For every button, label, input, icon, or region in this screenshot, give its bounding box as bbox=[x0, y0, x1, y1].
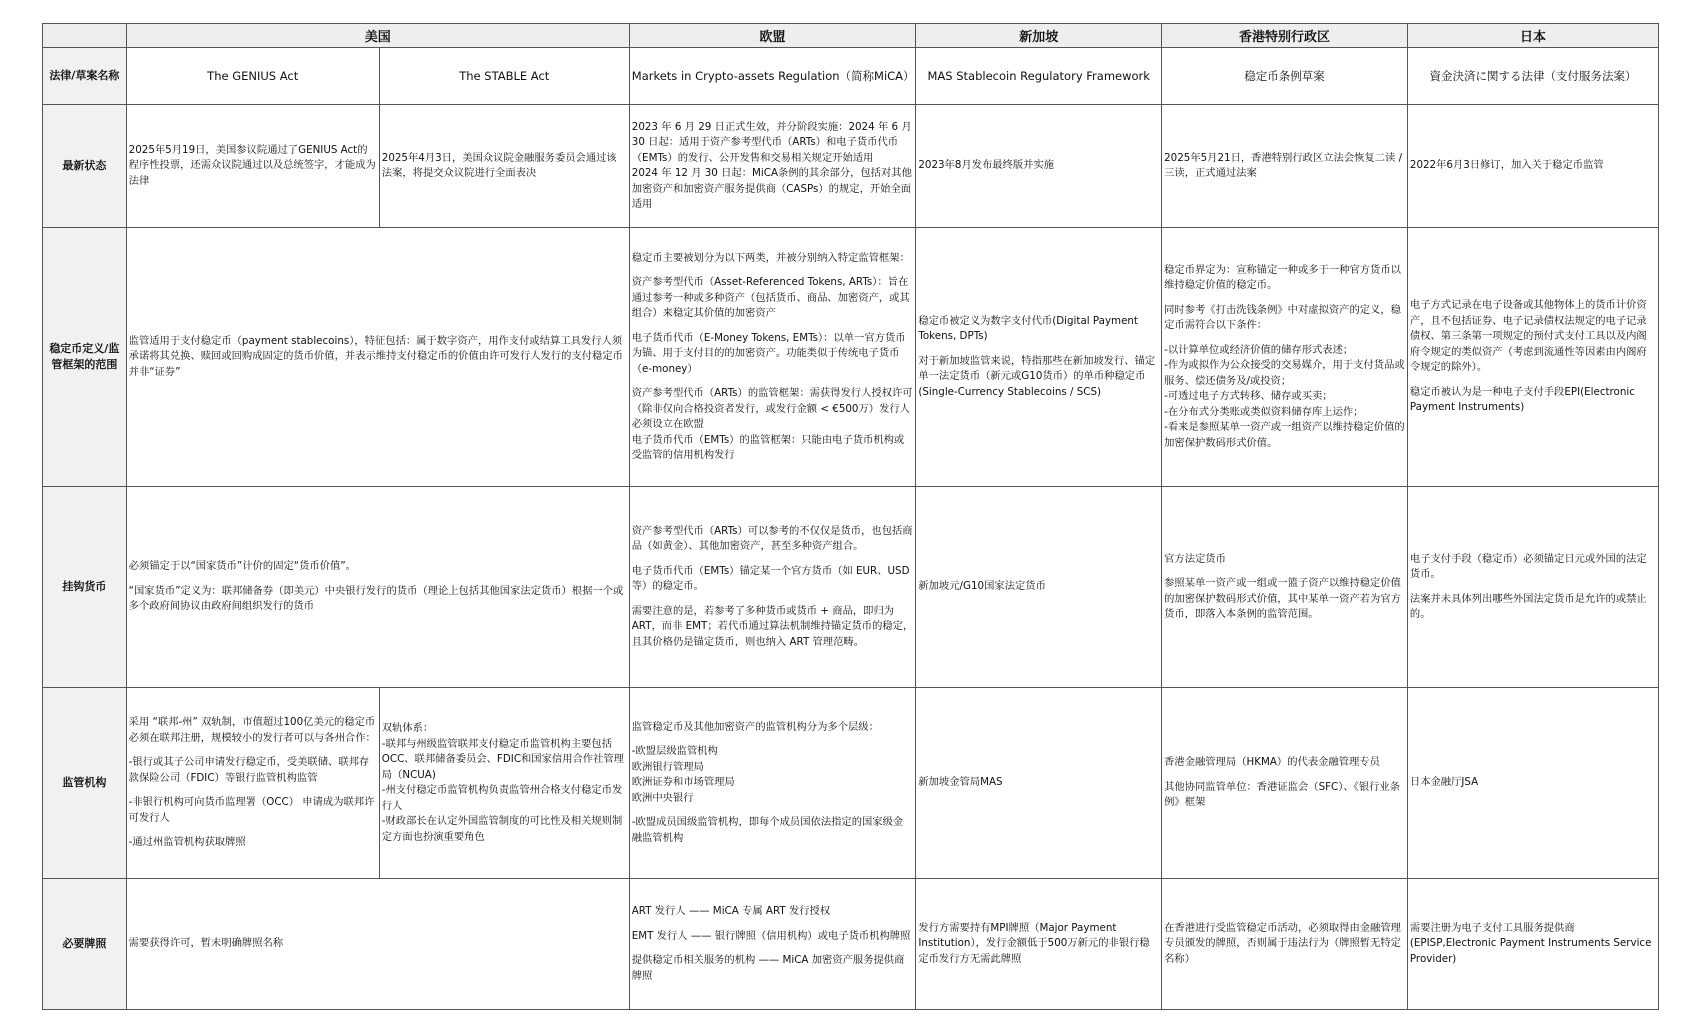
cell-us-definition: 监管适用于支付稳定币（payment stablecoins），特征包括：属于数字资产，用作支付或结算工具发行人须承诺将其兑换、赎回或回购成固定的货币价值，并表示维持支付稳定币的价值由许可发行人发行的支付稳定币并非“证券” bbox=[126, 228, 629, 487]
cell-jp-license: 需要注册为电子支付工具服务提供商(EPISP,Electronic Payment Instruments Service Provider) bbox=[1407, 879, 1658, 1010]
cell-us-stable-status: 2025年4月3日，美国众议院金融服务委员会通过该法案，将提交众议院进行全面表决 bbox=[379, 105, 629, 228]
cell-eu-license: ART 发行人 —— MiCA 专属 ART 发行授权 EMT 发行人 —— 银行牌照（信用机构）或电子货币机构牌照 提供稳定币相关服务的机构 —— MiCA 加密资产服务提供商牌照 bbox=[629, 879, 916, 1010]
cell-jp-definition: 电子方式记录在电子设备或其他物体上的货币计价资产，且不包括证券、电子记录债权法规定的电子记录债权、第三条第一项规定的预付式支付工具以及内阁府令规定的类似资产（考虑到流通性等因素由内阁府令规定的除外）。 稳定币被认为是一种电子支付手段EPI(Electronic Payment Instruments) bbox=[1407, 228, 1658, 487]
header-eu: 欧盟 bbox=[629, 24, 916, 48]
cell-hk-name: 稳定币条例草案 bbox=[1162, 48, 1408, 105]
regulation-comparison bbox=[42, 23, 1659, 1010]
cell-jp-peg: 电子支付手段（稳定币）必须锚定日元或外国的法定货币。 法案并未具体列出哪些外国法定货币是允许的或禁止的。 bbox=[1407, 487, 1658, 688]
cell-us-license: 需要获得许可，暂未明确牌照名称 bbox=[126, 879, 629, 1010]
header-corner bbox=[43, 24, 127, 48]
cell-eu-name: Markets in Crypto-assets Regulation（简称MiCA） bbox=[629, 48, 916, 105]
cell-sg-license: 发行方需要持有MPI牌照（Major Payment Institution），发行金额低于500万新元的非银行稳定币发行方无需此牌照 bbox=[916, 879, 1162, 1010]
cell-eu-peg: 资产参考型代币（ARTs）可以参考的不仅仅是货币，也包括商品（如黄金）、其他加密资产，甚至多种资产组合。 电子货币代币（EMTs）锚定某一个官方货币（如 EUR、USD 等）的稳定币。 需要注意的是，若参考了多种货币或货币 + 商品，即归为 ART，而非 EMT；若代币通过算法机制维持锚定货币的稳定，且其价格仍是锚定货币，则也纳入 ART 管理范畴。 bbox=[629, 487, 916, 688]
cell-us-stable-regulator: 双轨体系： -联邦与州级监管联邦支付稳定币监管机构主要包括OCC、联邦储备委员会、FDIC和国家信用合作社管理局（NCUA) -州支付稳定币监管机构负责监管州合格支付稳定币发行人 -财政部长在认定外国监管制度的可比性及相关规则制定方面也扮演重要角色 bbox=[379, 688, 629, 879]
cell-hk-definition: 稳定币界定为：宣称锚定一种或多于一种官方货币以维持稳定价值的稳定币。 同时参考《打击洗钱条例》中对虚拟资产的定义，稳定币需符合以下条件： -以计算单位或经济价值的储存形式表述； -作为或拟作为公众接受的交易媒介，用于支付货品或服务、偿还债务及/或投资； -可透过电子方式转移、储存或买卖； -在分布式分类账或类似资料储存库上运作； -看来是参照某单一资产或一组资产以维持稳定价值的加密保护数码形式价值。 bbox=[1162, 228, 1408, 487]
cell-us-peg: 必须锚定于以“国家货币”计价的固定“货币价值”。 “国家货币”定义为：联邦储备券（即美元）中央银行发行的货币（理论上包括其他国家法定货币）根据一个或多个政府间协议由政府间组织发行的货币 bbox=[126, 487, 629, 688]
row-label-definition: 稳定币定义/监管框架的范围 bbox=[43, 228, 127, 487]
cell-jp-status: 2022年6月3日修订，加入关于稳定币监管 bbox=[1407, 105, 1658, 228]
header-hk: 香港特别行政区 bbox=[1162, 24, 1408, 48]
cell-jp-name: 資金決済に関する法律（支付服务法案） bbox=[1407, 48, 1658, 105]
cell-sg-definition: 稳定币被定义为数字支付代币(Digital Payment Tokens, DPTs) 对于新加坡监管来说，特指那些在新加坡发行、锚定单一法定货币（新元或G10货币）的单币种稳定币 (Single-Currency Stablecoins / SCS) bbox=[916, 228, 1162, 487]
cell-eu-regulator: 监管稳定币及其他加密资产的监管机构分为多个层级： -欧盟层级监管机构 欧洲银行管理局 欧洲证券和市场管理局 欧洲中央银行 -欧盟成员国级监管机构，即每个成员国依法指定的国家级金融监管机构 bbox=[629, 688, 916, 879]
header-row bbox=[43, 24, 1659, 48]
row-label-regulator: 监管机构 bbox=[43, 688, 127, 879]
cell-eu-definition: 稳定币主要被划分为以下两类，并被分别纳入特定监管框架： 资产参考型代币（Asset-Referenced Tokens, ARTs）：旨在通过参考一种或多种资产（包括货币、商品、加密资产，或其组合）来稳定其价值的加密资产 电子货币代币（E-Money Tokens, EMTs）：以单一官方货币为锚、用于支付目的的加密资产。功能类似于传统电子货币（e-money） 资产参考型代币（ARTs）的监管框架：需获得发行人授权许可（除非仅向合格投资者发行，或发行金额 < €500万）发行人必须设立在欧盟 电子货币代币（EMTs）的监管框架：只能由电子货币机构或受监管的信用机构发行 bbox=[629, 228, 916, 487]
comparison-table bbox=[42, 23, 1659, 1010]
row-label-peg: 挂钩货币 bbox=[43, 487, 127, 688]
cell-hk-peg: 官方法定货币 参照某单一资产或一组或一篮子资产以维持稳定价值的加密保护数码形式价值，其中某单一资产若为官方货币，即落入本条例的监管范围。 bbox=[1162, 487, 1408, 688]
row-label-law-name: 法律/草案名称 bbox=[43, 48, 127, 105]
row-label-license: 必要牌照 bbox=[43, 879, 127, 1010]
header-sg: 新加坡 bbox=[916, 24, 1162, 48]
row-law-name bbox=[43, 48, 1659, 105]
cell-us-genius-status: 2025年5月19日，美国参议院通过了GENIUS Act的程序性投票，还需众议院通过以及总统签字，才能成为法律 bbox=[126, 105, 379, 228]
cell-sg-status: 2023年8月发布最终版并实施 bbox=[916, 105, 1162, 228]
row-peg bbox=[43, 487, 1659, 688]
cell-sg-name: MAS Stablecoin Regulatory Framework bbox=[916, 48, 1162, 105]
header-jp: 日本 bbox=[1407, 24, 1658, 48]
row-regulator bbox=[43, 688, 1659, 879]
row-label-status: 最新状态 bbox=[43, 105, 127, 228]
cell-hk-regulator: 香港金融管理局（HKMA）的代表金融管理专员 其他协同监管单位：香港证监会（SFC）、《银行业条例》框架 bbox=[1162, 688, 1408, 879]
cell-us-genius-name: The GENIUS Act bbox=[126, 48, 379, 105]
cell-hk-status: 2025年5月21日，香港特别行政区立法会恢复二读 / 三读，正式通过法案 bbox=[1162, 105, 1408, 228]
row-license bbox=[43, 879, 1659, 1010]
cell-us-genius-regulator: 采用 “联邦-州” 双轨制，市值超过100亿美元的稳定币必须在联邦注册，规模较小的发行者可以与各州合作： -银行或其子公司申请发行稳定币，受美联储、联邦存款保险公司（FDIC）等银行监管机构监管 -非银行机构可向货币监理署（OCC） 申请成为联邦许可发行人 -通过州监管机构获取牌照 bbox=[126, 688, 379, 879]
row-definition bbox=[43, 228, 1659, 487]
cell-eu-status: 2023 年 6 月 29 日正式生效，并分阶段实施：2024 年 6 月 30 日起：适用于资产参考型代币（ARTs）和电子货币代币（EMTs）的发行、公开发售和交易相关规定开始适用 2024 年 12 月 30 日起：MiCA条例的其余部分，包括对其他加密资产和加密资产服务提供商（CASPs）的规定，开始全面适用 bbox=[629, 105, 916, 228]
cell-us-stable-name: The STABLE Act bbox=[379, 48, 629, 105]
cell-sg-regulator: 新加坡金管局MAS bbox=[916, 688, 1162, 879]
header-us: 美国 bbox=[126, 24, 629, 48]
cell-sg-peg: 新加坡元/G10国家法定货币 bbox=[916, 487, 1162, 688]
row-status bbox=[43, 105, 1659, 228]
cell-jp-regulator: 日本金融厅JSA bbox=[1407, 688, 1658, 879]
cell-hk-license: 在香港进行受监管稳定币活动，必须取得由金融管理专员颁发的牌照，否则属于违法行为（牌照暂无特定名称） bbox=[1162, 879, 1408, 1010]
